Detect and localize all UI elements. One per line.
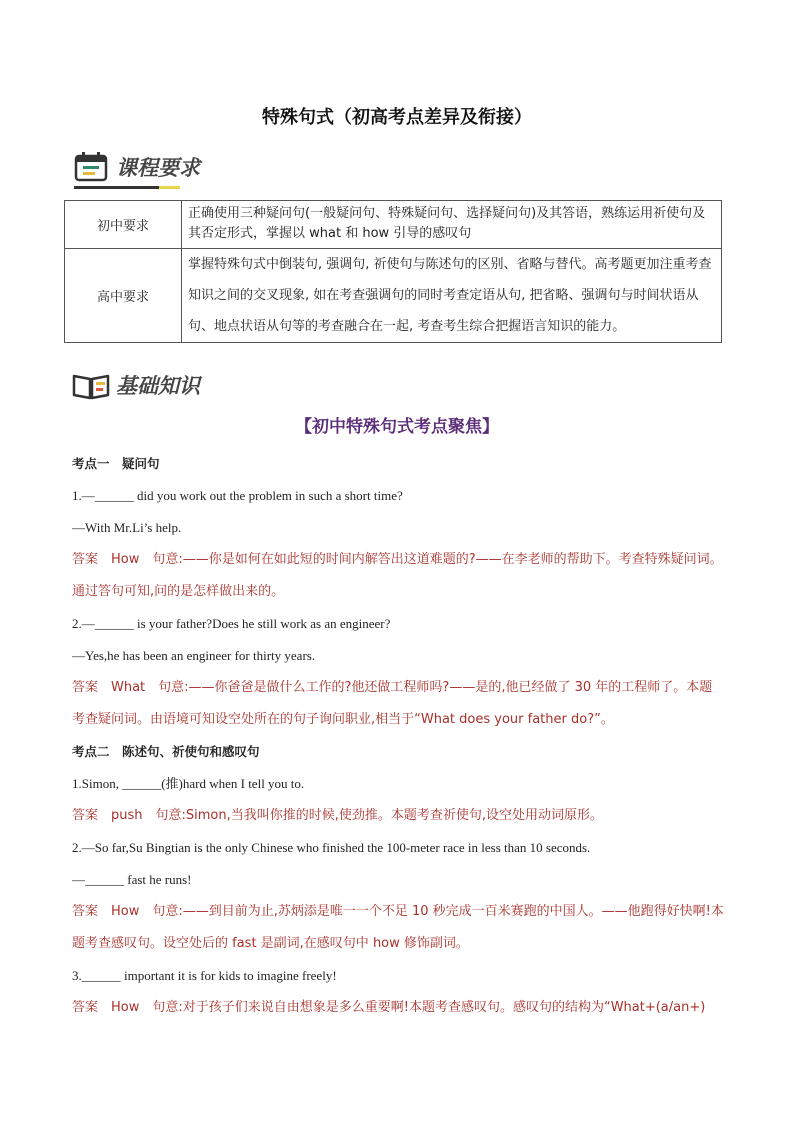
question-text: 1.—______ did you work out the problem in such a short time? [72, 488, 403, 503]
reply-text: —Yes,he has been an engineer for thirty years. [72, 648, 316, 663]
section-subtitle: 【初中特殊句式考点聚焦】 [295, 417, 499, 437]
answer-text: 答案 How 句意:——你是如何在如此短的时间内解答出这道难题的?——在李老师的帮助下。考查特殊疑问词。通过答句可知,问的是怎样做出来的。 [72, 552, 723, 599]
question-text: 2.—______ is your father?Does he still work as an engineer? [72, 616, 391, 631]
course-requirements-header [72, 150, 232, 186]
calendar-icon [74, 152, 108, 187]
level-cell: 高中要求 [65, 249, 182, 343]
requirements-table [64, 200, 722, 343]
table-row [65, 201, 722, 249]
level-cell: 初中要求 [65, 201, 182, 249]
question-text: 2.—So far,Su Bingtian is the only Chinese who finished the 100-meter race in less than 10 seconds. [72, 840, 591, 855]
basics-label: 基础知识 [116, 374, 200, 398]
question-text: 3.______ important it is for kids to imagine freely! [72, 968, 337, 983]
question-text: 1.Simon, ______(推)hard when I tell you to. [72, 776, 305, 791]
header-underline [74, 186, 180, 189]
topic-heading: 考点二 陈述句、祈使句和感叹句 [72, 744, 260, 759]
answer-text: 答案 How 句意:对于孩子们来说自由想象是多么重要啊!本题考查感叹句。感叹句的结构为“What+(a/an+) [72, 1000, 706, 1015]
basics-header [72, 368, 232, 404]
reply-text: —______ fast he runs! [72, 872, 192, 887]
page-title: 特殊句式（初高考点差异及衔接） [262, 107, 532, 128]
course-requirements-label: 课程要求 [116, 156, 200, 180]
book-icon [72, 372, 110, 405]
answer-text: 答案 What 句意:——你爸爸是做什么工作的?他还做工程师吗?——是的,他已经做了 30 年的工程师了。本题考查疑问词。由语境可知设空处所在的句子询问职业,相当于“What does your father do?”。 [72, 680, 713, 727]
reply-text: —With Mr.Li’s help. [72, 520, 182, 535]
requirement-cell: 掌握特殊句式中倒装句, 强调句, 祈使句与陈述句的区别、省略与替代。高考题更加注重考查知识之间的交叉现象, 如在考查强调句的同时考查定语从句, 把省略、强调句与时间状语从句、地点状语从句等的考查融合在一起, 考查考生综合把握语言知识的能力。 [182, 249, 722, 343]
answer-text: 答案 push 句意:Simon,当我叫你推的时候,使劲推。本题考查祈使句,设空处用动词原形。 [72, 808, 604, 823]
requirement-cell: 正确使用三种疑问句(一般疑问句、特殊疑问句、选择疑问句)及其答语，熟练运用祈使句及其否定形式，掌握以 what 和 how 引导的感叹句 [182, 201, 722, 249]
table-row [65, 249, 722, 343]
answer-text: 答案 How 句意:——到目前为止,苏炳添是唯一一个不足 10 秒完成一百米赛跑的中国人。——他跑得好快啊!本题考查感叹句。设空处后的 fast 是副词,在感叹句中 how 修饰副词。 [72, 904, 724, 951]
topic-heading: 考点一 疑问句 [72, 456, 160, 471]
exercise-content [72, 448, 724, 1024]
